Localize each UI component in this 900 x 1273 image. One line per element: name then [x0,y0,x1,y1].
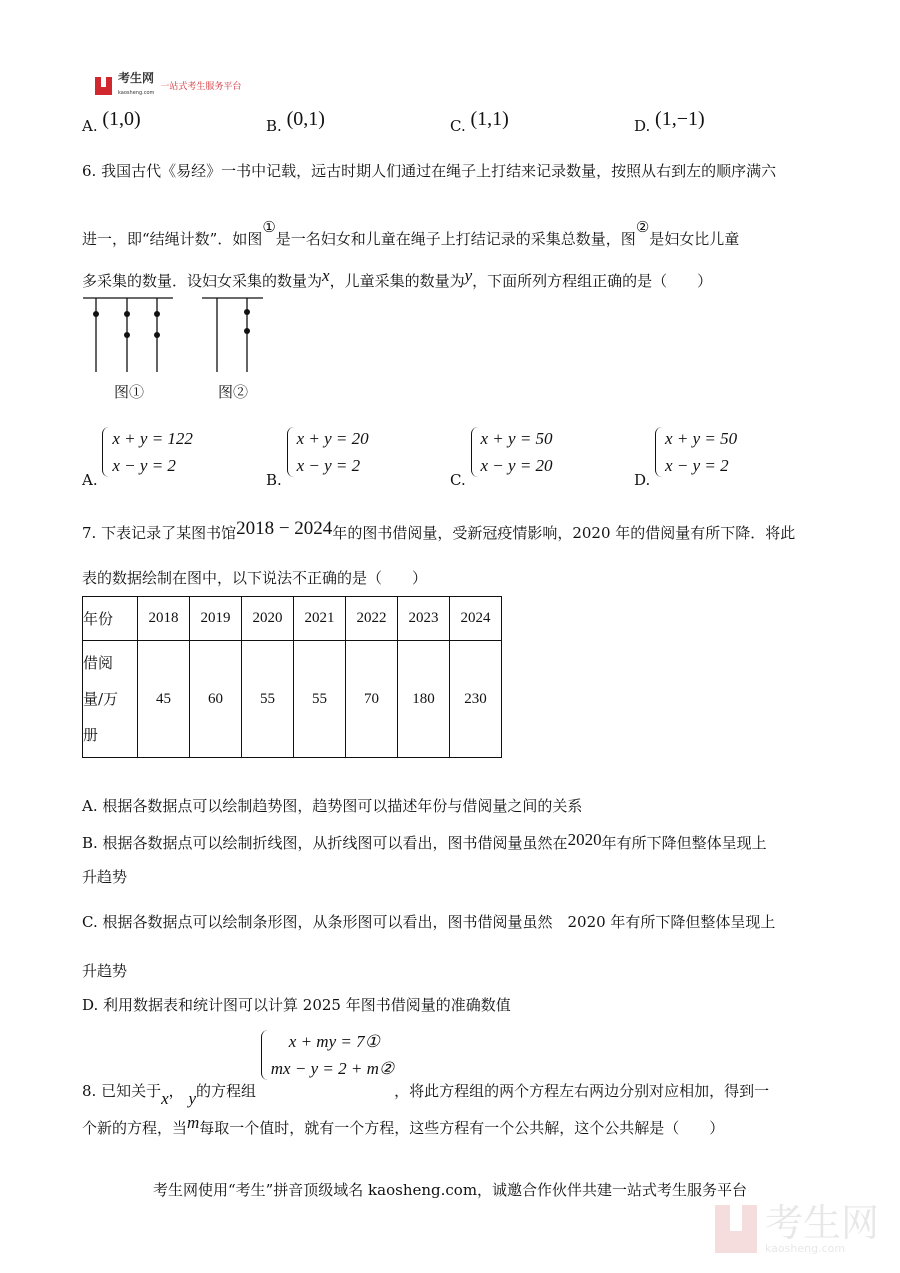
q7-option-a: A. 根据各数据点可以绘制趋势图，趋势图可以描述年份与借阅量之间的关系 [82,797,583,815]
logo-icon [95,77,112,95]
row-label: 借阅 量/万 册 [83,641,138,758]
q8-line1: 8. 已知关于x， y的方程组 x + my = 7① mx − y = 2 + m②，将此方程组的两个方程左右两边分别对应相加，得到一 [82,1028,769,1109]
q7-line2: 表的数据绘制在图中，以下说法不正确的是（ ） [82,569,428,587]
watermark-icon [715,1205,757,1253]
header-logo [95,72,241,99]
q5-option-d: D. (1,−1) [634,108,705,135]
q7-line1: 7. 下表记录了某图书馆2018 − 2024年的图书借阅量，受新冠疫情影响，2020 年的借阅量有所下降．将此 [82,518,796,542]
footer-text: 考生网使用“考生”拼音顶级域名 kaosheng.com，诚邀合作伙伴共建一站式考生服务平台 [152,1181,748,1199]
q7-option-c: C. 根据各数据点可以绘制条形图，从条形图可以看出，图书借阅量虽然 2020 年有所下降但整体呈现上 [82,913,776,931]
header-label: 年份 [83,597,138,641]
table-header-row: 年份 2018 2019 2020 2021 2022 2023 2024 [83,597,502,641]
watermark-logo: 考生网 kaosheng.com [715,1203,879,1254]
q7-option-b: B. 根据各数据点可以绘制折线图，从折线图可以看出，图书借阅量虽然在2020年有所下降但整体呈现上 [82,830,767,852]
slogan: 一站式考生服务平台 [160,82,242,92]
knot-figures [80,292,270,377]
figure-1-ropes [83,298,263,372]
q6-option-b: B. x + y = 20 x − y = 2 [266,425,369,489]
q5-option-a: A. (1,0) [82,108,141,135]
q5-option-b: B. (0,1) [266,108,325,135]
logo-text: 考生网 [118,71,155,85]
table-row: 借阅 量/万 册 45 60 55 55 70 180 230 [83,641,502,758]
q6-option-a: A. x + y = 122 x − y = 2 [82,425,193,489]
logo-sub: kaosheng.com [118,90,155,96]
q6-line1: 6. 我国古代《易经》一书中记载，远古时期人们通过在绳子上打结来记录数量，按照从右到左的顺序满六 [82,162,777,180]
knots [93,309,250,338]
q7-option-d: D. 利用数据表和统计图可以计算 2025 年图书借阅量的准确数值 [82,996,511,1014]
q6-line3: 多采集的数量．设妇女采集的数量为x，儿童采集的数量为y，下面所列方程组正确的是（ ） [82,266,713,290]
borrow-table [82,596,502,758]
figure-2-caption: 图② [218,383,249,401]
q8-line2: 个新的方程，当m每取一个值时，就有一个方程，这些方程有一个公共解，这个公共解是（ ） [82,1113,725,1137]
q6-line2: 进一，即“结绳计数”．如图①是一名妇女和儿童在绳子上打结记录的采集总数量，图②是妇女比儿童 [82,218,740,248]
q5-option-c: C. (1,1) [450,108,509,135]
q6-option-c: C. x + y = 50 x − y = 20 [450,425,553,489]
q6-option-d: D. x + y = 50 x − y = 2 [634,425,737,489]
q7-option-c-cont: 升趋势 [82,962,128,980]
figure-1-caption: 图① [114,383,145,401]
q7-option-b-cont: 升趋势 [82,868,128,886]
